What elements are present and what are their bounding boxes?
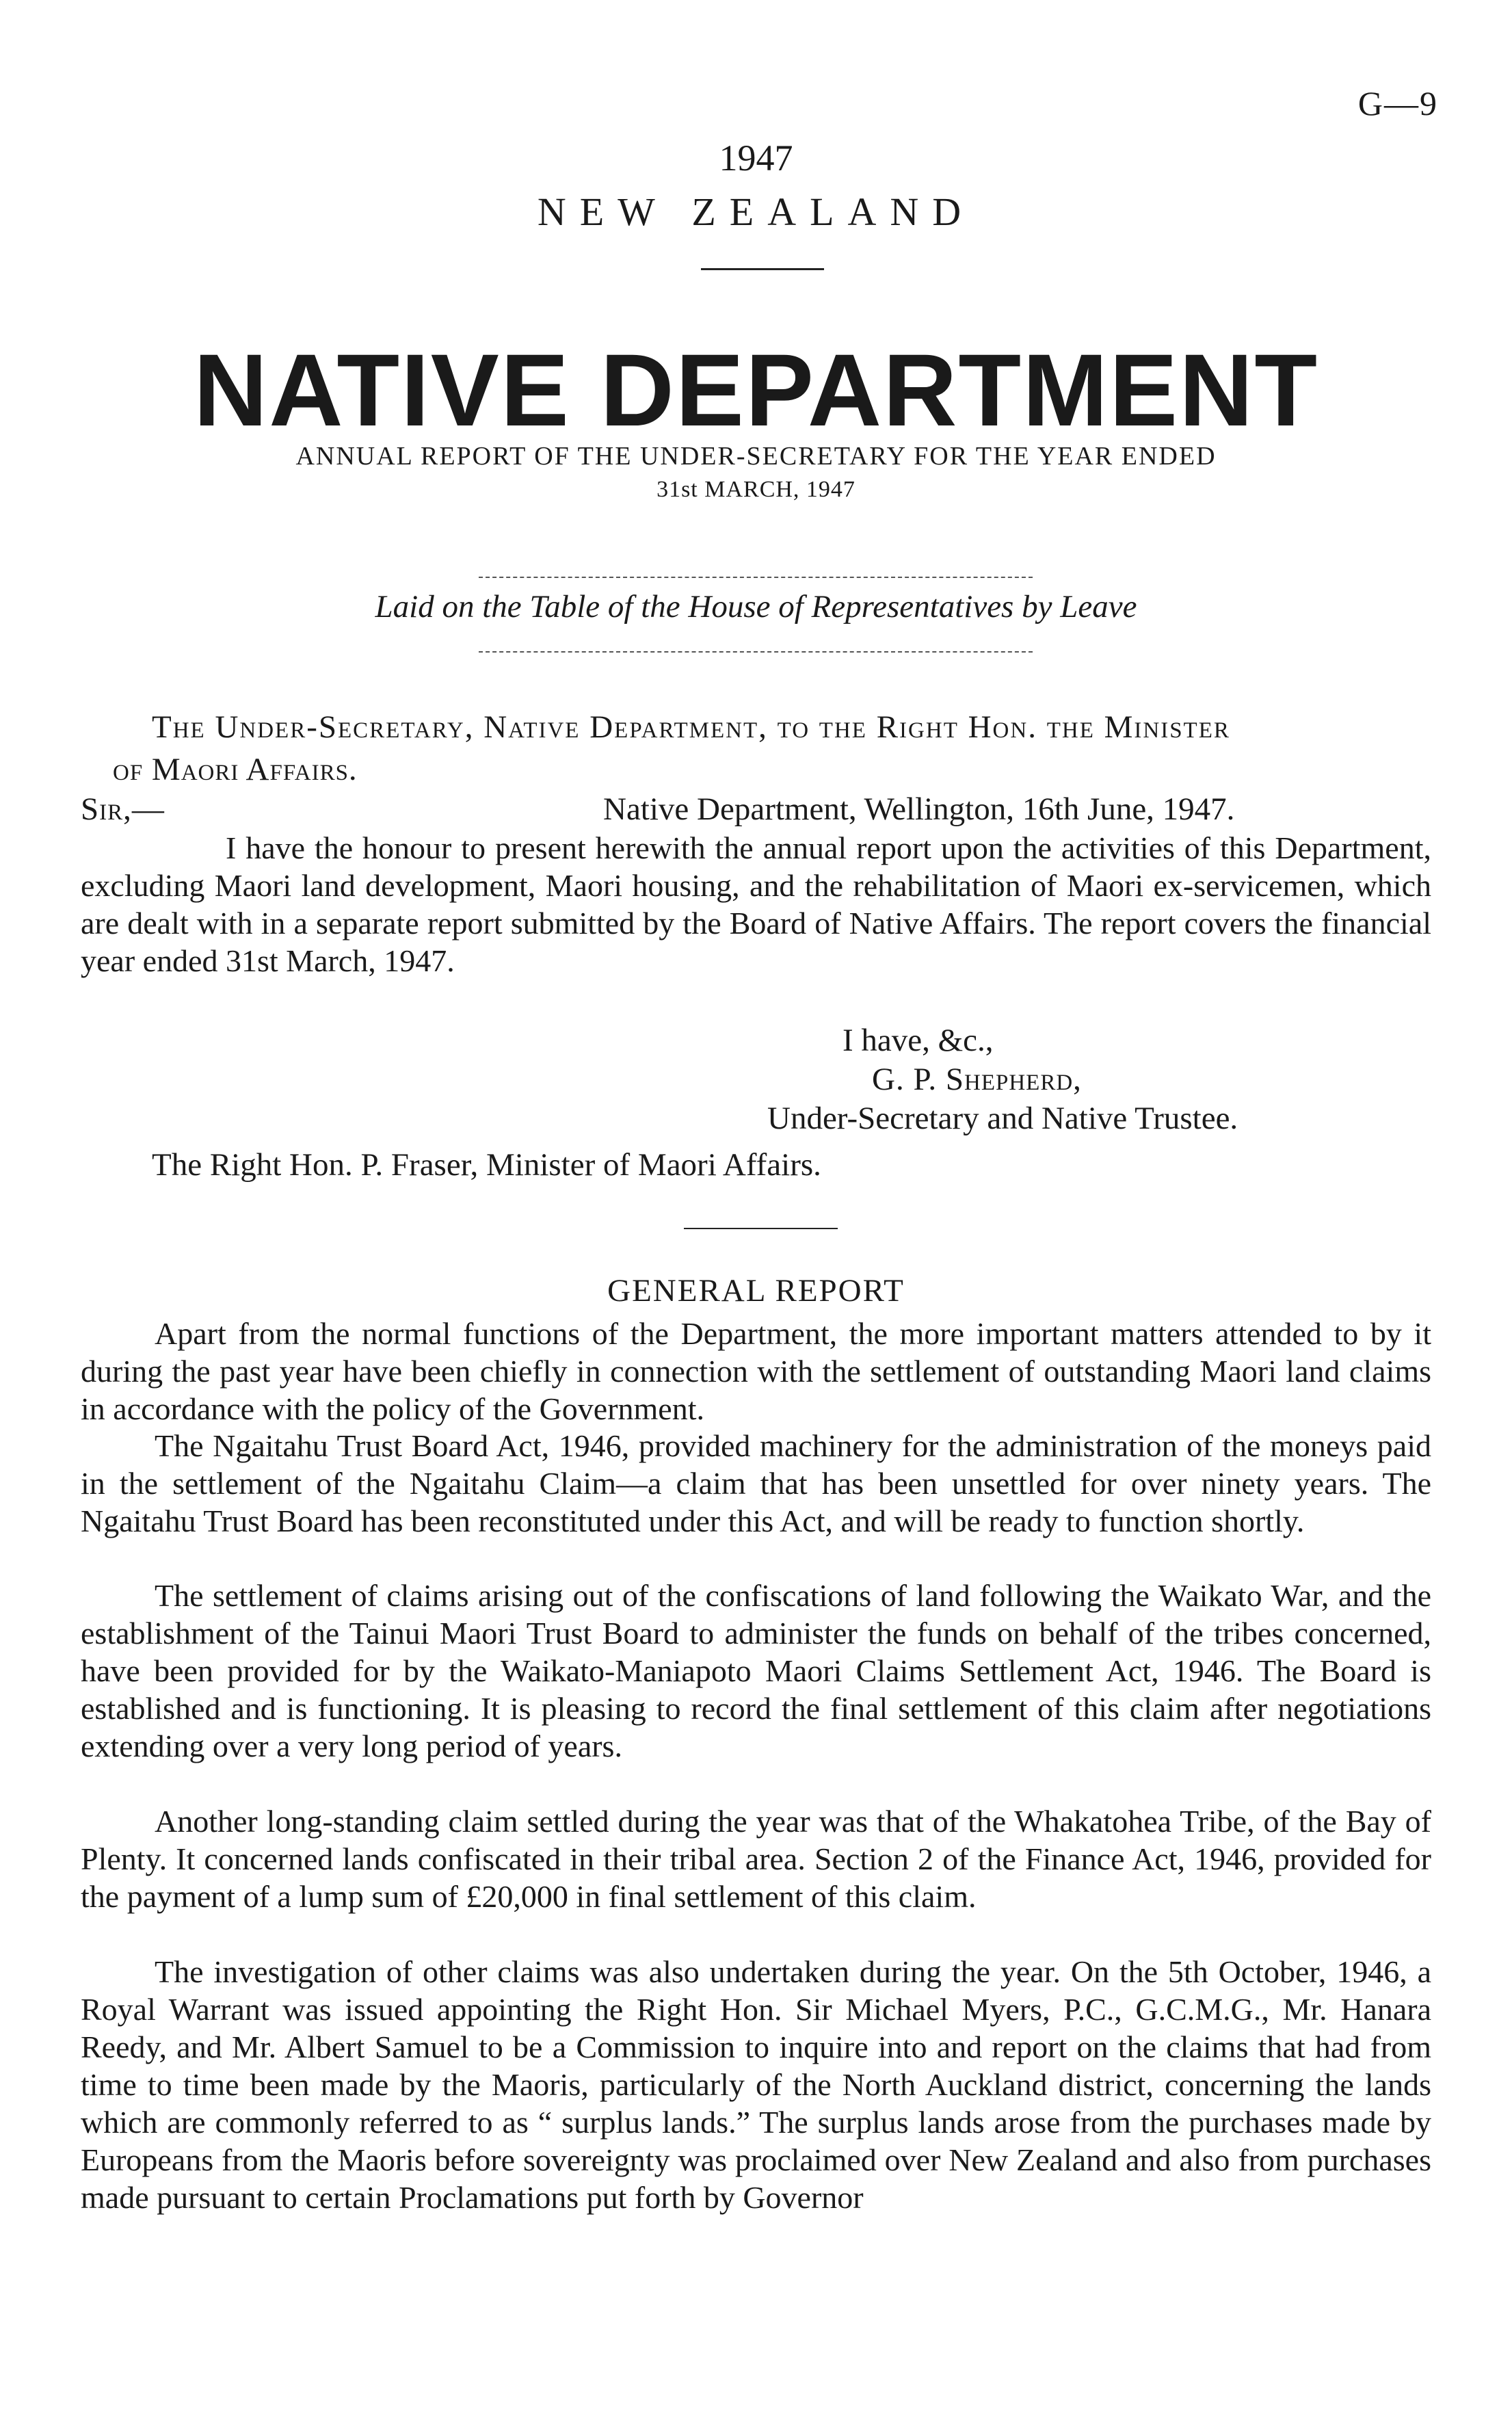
- letter-address: The Under-Secretary, Native Department, to the Right Hon. the Minister: [152, 709, 1230, 745]
- subtitle-line-2: 31st MARCH, 1947: [656, 477, 856, 502]
- letter-signature: G. P. Shepherd,: [872, 1062, 1082, 1097]
- report-paragraph: The settlement of claims arising out of the confiscations of land following the Waikato War, and the establishment of the Tainui Maori Trust Board to administer the funds on behalf of the tribes concerned, have been provided for by the Waikato-Maniapoto Maori Claims Settlement Act, 1946. The Board is established and is functioning. It is pleasing to record the final settlement of this claim after negotiations extending over a very long period of years.: [81, 1578, 1431, 1763]
- report-paragraph: Apart from the normal functions of the Department, the more important matters attended to by it during the past year have been chiefly in connection with the settlement of outstanding Maori land claims in accordance with the policy of the Government.: [81, 1316, 1431, 1426]
- report-year: 1947: [719, 137, 793, 179]
- letter-salutation: Sir,—: [81, 791, 165, 827]
- page-code: G—9: [1357, 84, 1438, 122]
- page-title: NATIVE DEPARTMENT: [193, 332, 1319, 447]
- report-paragraph: The Ngaitahu Trust Board Act, 1946, provided machinery for the administration of the moneys paid in the settlement of the Ngaitahu Claim—a claim that has been unsettled for over ninety years. The Ngaitahu Trust Board has been reconstituted under this Act, and will be ready to function shortly.: [81, 1428, 1431, 1538]
- letter-address-continued: of Maori Affairs.: [113, 752, 358, 787]
- letter-recipient: The Right Hon. P. Fraser, Minister of Maori Affairs.: [152, 1147, 821, 1183]
- report-paragraph: The investigation of other claims was also undertaken during the year. On the 5th October, 1946, a Royal Warrant was issued appointing the Right Hon. Sir Michael Myers, P.C., G.C.M.G., Mr. Hanara Reedy, and Mr. Albert Samuel to be a Commission to inquire into and report on the claims that had from time to time been made by the Maoris, particularly of the North Auckland district, concerning the lands which are commonly referred to as “ surplus lands.” The surplus lands arose from the purchases made by Europeans from the Maoris before sovereignty was proclaimed over New Zealand and also from purchases made pursuant to certain Proclamations put forth by Governor: [81, 1954, 1431, 2215]
- divider-dashed: [479, 577, 1033, 578]
- section-heading: GENERAL REPORT: [607, 1273, 905, 1309]
- report-paragraph: Another long-standing claim settled during the year was that of the Whakatohea Tribe, of the Bay of Plenty. It concerned lands confiscated in their tribal area. Section 2 of the Finance Act, 1946, provided for the payment of a lump sum of £20,000 in final settlement of this claim.: [81, 1804, 1431, 1914]
- divider-dashed: [479, 651, 1033, 653]
- signer-title: Under-Secretary and Native Trustee.: [767, 1101, 1238, 1136]
- letter-body: I have the honour to present herewith the annual report upon the activities of this Department, excluding Maori land development, Maori housing, and the rehabilitation of Maori ex-servicemen, which are dealt with in a separate report submitted by the Board of Native Affairs. The report covers the financial year ended 31st March, 1947.: [81, 830, 1431, 978]
- divider-rule: [684, 1228, 838, 1229]
- laid-on-table-note: Laid on the Table of the House of Representatives by Leave: [375, 589, 1137, 625]
- subtitle-line-1: ANNUAL REPORT OF THE UNDER-SECRETARY FOR THE YEAR ENDED: [295, 442, 1217, 471]
- letter-closing: I have, &c.,: [843, 1023, 994, 1058]
- country-heading: NEW ZEALAND: [537, 189, 975, 234]
- letter-place-date: Native Department, Wellington, 16th June, 1947.: [603, 791, 1235, 827]
- divider-rule: [701, 268, 824, 270]
